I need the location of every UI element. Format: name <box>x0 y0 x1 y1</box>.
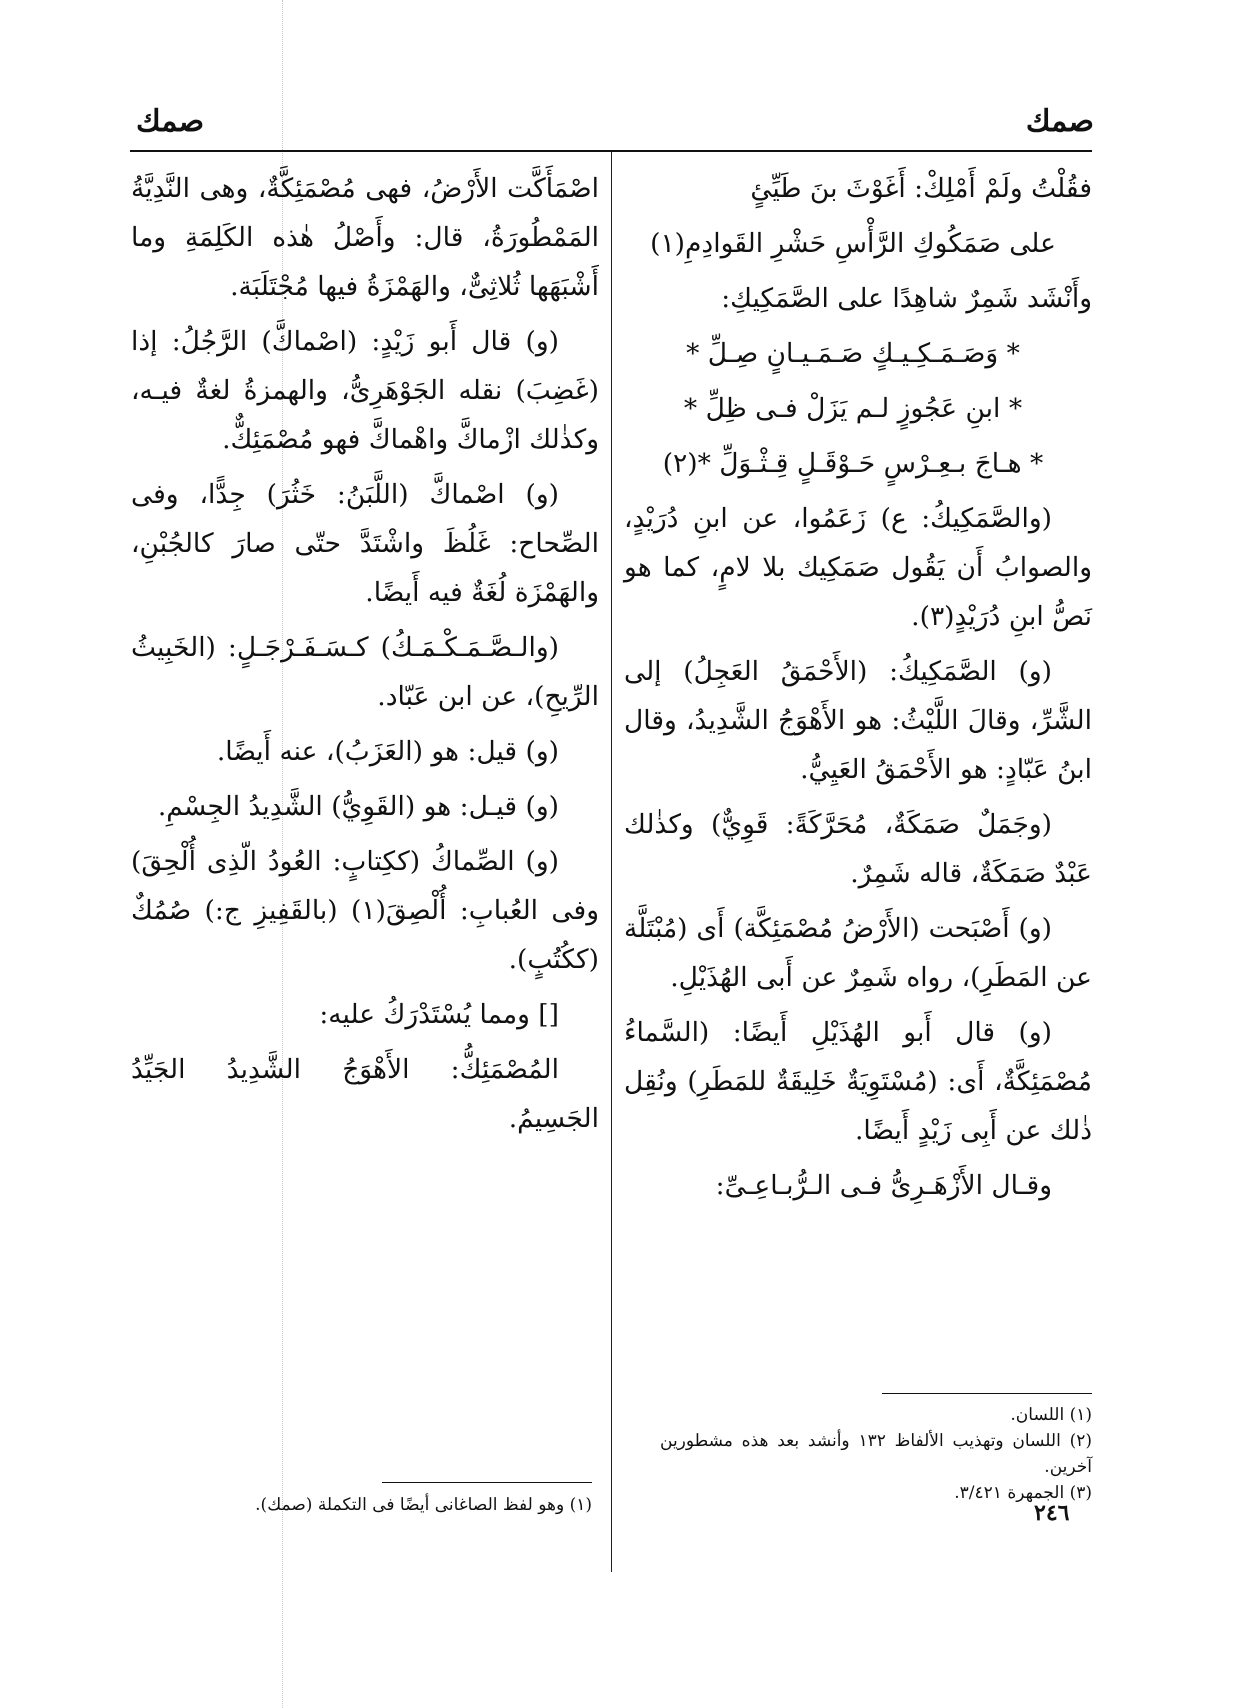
running-header-left: صمك <box>136 104 205 139</box>
poem-line: فقُلْتُ ولَمْ أَمْلِكْ: أَغَوْثَ بنَ طَيِّئٍ <box>750 173 1092 204</box>
paragraph: (و) اصْماكَّ (اللَّبَنُ: خَثُرَ) جِدًّا، وفى الصِّحاح: غَلُظَ واشْتَدَّ حتّى صارَ كالجُبْنِ، والهَمْزَة لُغَةٌ فيه أَيضًا. <box>131 479 599 608</box>
paragraph: (و) الصِّماكُ (ككِتابٍ: العُودُ الّذِى أُلْحِقَ) وفى العُبابِ: أُلْصِقَ(١) (بالقَفِيزِ ج:) صُمُكٌ (ككُتُبٍ). <box>131 846 599 975</box>
left-column <box>131 164 599 1149</box>
column-divider <box>611 152 612 1572</box>
footnote-rule-left <box>382 1482 592 1483</box>
poem-line: * ابنِ عَجُوزٍ لـم يَزَلْ فـى ظِلِّ * <box>683 393 1023 424</box>
paragraph: (و) أَصْبَحت (الأَرْضُ مُصْمَئِكَّة) أَى (مُبْتَلَّة عن المَطَرِ)، رواه شَمِرٌ عن أَبى الهُذَيْلِ. <box>624 913 1092 993</box>
poem-line: * هـاجَ بـعِـرْسٍ حَـوْقَـلٍ قِـثْـوَلِّ *(٢) <box>662 448 1044 479</box>
footnote: (١) اللسان. <box>1010 1405 1092 1425</box>
running-header-right: صمك <box>1025 104 1094 139</box>
paragraph: (و) قيل: هو (العَزَبُ)، عنه أَيضًا. <box>216 736 559 767</box>
footnote: (٣) الجمهرة ٣/٤٢١. <box>954 1483 1092 1503</box>
poem-line: على صَمَكُوكِ الرَّأْسِ حَشْرِ القَوادِمِ(١) <box>650 228 1056 259</box>
poem-line: * وَصَـمَـكِـيـكٍ صَـمَـيـانٍ صِـلِّ * <box>686 338 1020 369</box>
paragraph: (و) قال أَبو الهُذَيْلِ أَيضًا: (السَّماءُ مُصْمَئِكَّةٌ، أَى: (مُسْتَوِيَةٌ خَلِيقَةٌ للمَطَرِ) ونُقِل ذٰلك عن أَبِى زَيْدٍ أَيضًا. <box>624 1017 1092 1146</box>
paragraph: (وجَمَلٌ صَمَكَةٌ، مُحَرَّكَةً: قَوِيٌّ) وكذٰلك عَبْدٌ صَمَكَةٌ، قاله شَمِرٌ. <box>624 809 1092 889</box>
footnote-rule-right <box>882 1393 1092 1394</box>
paragraph: (و) قيـل: هو (القَوِيُّ) الشَّدِيدُ الجِسْمِ. <box>157 791 559 822</box>
paragraph: (و) الصَّمَكِيكُ: (الأَحْمَقُ العَجِلُ) إلى الشَّرِّ، وقالَ اللَّيْثُ: هو الأَهْوَجُ الشَّدِيدُ، وقال ابنُ عَبّادٍ: هو الأَحْمَقُ العَيِيُّ. <box>624 656 1092 785</box>
footnote: (٢) اللسان وتهذيب الألفاظ ١٣٢ وأنشد بعد هذه مشطورين آخرين. <box>660 1431 1092 1477</box>
page-number: ٢٤٦ <box>1034 1500 1070 1526</box>
section-marker: [] ومما يُسْتَدْرَكُ عليه: <box>319 999 559 1030</box>
paragraph: المُصْمَئِكُّ: الأَهْوَجُ الشَّدِيدُ الجَيِّدُ الجَسِيمُ. <box>131 1054 599 1134</box>
paragraph: وقـال الأَزْهَـرِىُّ فـى الـرُّبـاعِـىِّ: <box>715 1170 1052 1201</box>
paragraph: (والصَّمَكِيكُ: ع) زَعَمُوا، عن ابنِ دُرَيْدٍ، والصوابُ أَن يَقُول صَمَكِيك بلا لامٍ، كما هو نَصُّ ابنِ دُرَيْدٍ(٣). <box>624 503 1092 632</box>
footnotes-left <box>132 1492 592 1518</box>
paragraph: (و) قال أَبو زَيْدٍ: (اصْماكَّ) الرَّجُلُ: إذا (غَضِبَ) نقله الجَوْهَرِىُّ، والهمزةُ لغةٌ فيـه، وكذٰلك ازْماكَّ واهْماكَّ فهو مُصْمَئِكٌّ. <box>131 326 599 455</box>
paragraph: اصْمَأَكَّت الأَرْضُ، فهى مُصْمَئِكَّةٌ، وهى النَّدِيَّةُ المَمْطُورَةُ، قال: وأَصْلُ هٰذه الكَلِمَةِ وما أَشْبَهَها ثُلاثِىٌّ، والهَمْزَةُ فيها مُجْتَلَبَة. <box>131 173 599 302</box>
paragraph: (والـصَّـمَـكْـمَـكُ) كـسَـفَـرْجَـلٍ: (الخَبِيثُ الرِّيحِ)، عن ابن عَبّاد. <box>131 632 599 712</box>
footnote: (١) وهو لفظ الصاغانى أيضًا فى التكملة (صمك). <box>255 1495 592 1515</box>
footnotes-right <box>660 1402 1092 1506</box>
paragraph: وأَنْشَد شَمِرٌ شاهِدًا على الصَّمَكِيكِ: <box>721 283 1092 314</box>
right-column <box>624 164 1092 1216</box>
